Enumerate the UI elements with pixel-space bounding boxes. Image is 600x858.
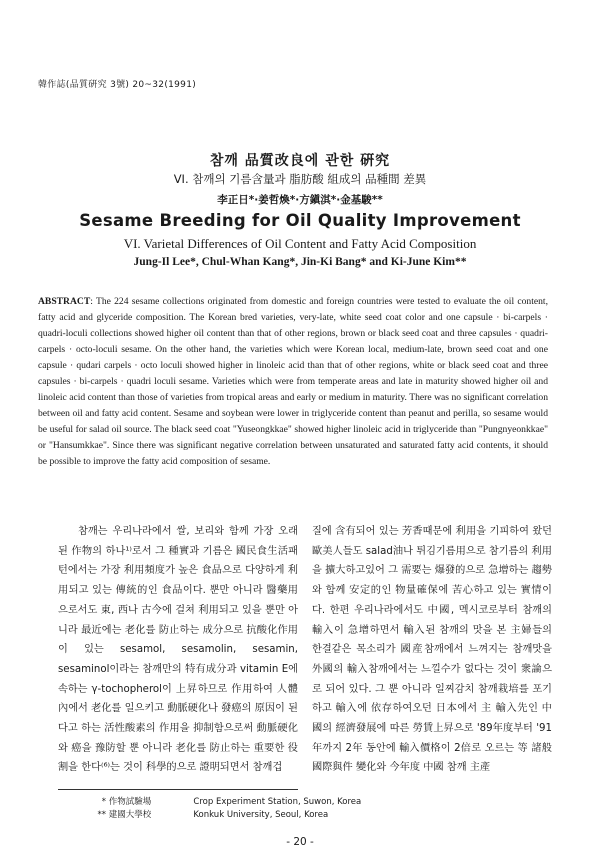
footnote-2 [88,808,328,820]
footnote-2-mark: ** [97,810,106,820]
english-authors: Jung-Il Lee*, Chul-Whan Kang*, Jin-Ki Bang* and Ki-June Kim** [133,256,467,268]
korean-authors: 李正日*·姜哲煥*·方鎭淇*·金基駿** [217,194,383,206]
abstract-text: : The 224 sesame collections originated from domestic and foreign countries were tested to evaluate the oil content, fatty acid and glyceride composition. The Korean bred varieties, very-late, white seed coat color and one capsule · bi-carpels · quadri-loculi collections showed higher oil content than that of other regions, brown or black seed coat and three capsules · quadri-carpels · octo-loculi sesame. On the other hand, the varieties which were Korean local, medium-late, brown seed coat and one capsule · qudari carpels · octo loculi showed higher in linoleic acid than that of other regions, white or black seed coat and three capsules · bi-carpels · quadri loculi sesame. Varieties which were from temperate areas and late in maturity showed higher oil and linoleic acid content than those of varieties from tropical areas and early or medium in maturity. There was no significant correlation between oil and fatty acid content. Sesame and soybean were lower in triglyceride content than peanut and perilla, so sesame would be useful for salad oil source. The black seed coat "Yuseongkkae" showed higher linoleic acid in triglyceride than "Pungnyeonkkae" or "Hansumkkae". Since there was significant negative correlation between unsaturated and saturated fatty acid contents, it should be possible to improve the fatty acid composition of sesame. [38,296,548,467]
korean-title: 참깨 品質改良에 관한 硏究 [209,153,391,169]
footnote-2-english: Konkuk University, Seoul, Korea [193,810,329,820]
footnote-1-mark: * [101,797,106,807]
abstract [38,294,548,470]
body-right-text: 질에 含有되어 있는 芳香때문에 利用을 기피하여 왔던 歐美人들도 salad油나 튀김기름用으로 참기름의 利用을 擴大하고있어 그 需要는 爆發的으로 急增하는 趨勢와 함께 安定的인 物量確保에 苦心하고 있는 實情이다. 한편 우리나라에서도 中國, 멕시코로부터 참깨의 輸入이 急增하면서 輸入된 참깨의 맛을 본 主婦들의 한결같은 목소리가 國産참깨에서 느껴지는 참깨맛을 外國의 輸入참깨에서는 느낄수가 없다는 것이 衆論으로 되어 있다. 그 뿐 아니라 일찌감치 참깨栽培를 포기하고 輸入에 依存하여오던 日本에서 主 輸入先인 中國의 經濟發展에 따른 勞賃上昇으로 '89年度부터 '91年까지 2年 동안에 輸入價格이 2倍로 오르는 等 諸般 國際與件 變化와 今年度 中國 참깨 主產 [312,526,552,774]
body-left-text: 참깨는 우리나라에서 쌀, 보리와 함께 가장 오래 된 作物의 하나¹⁾로서 그 種實과 기름은 國民食生活패턴에서는 가장 利用頻度가 높은 食品으로 다양하게 利用되고 있는 傳統的인 食品이다. 뿐만 아니라 醫藥用으로서도 東, 西나 古今에 걸쳐 利用되고 있을 뿐만 아니라 最近에는 老化를 防止하는 成分으로 抗酸化作用이 있는 sesamol, sesamolin, sesamin, sesaminol이라는 참깨만의 特有成分과 vitamin E에 속하는 γ-tochopherol이 上昇하므로 作用하여 人體內에서 老化를 일으키고 動脈硬化나 發癌의 原因이 된다고 하는 活性酸素의 作用을 抑制함으로써 動脈硬化와 癌을 豫防할 뿐 아니라 老化를 防止하는 重要한 役割을 한다⁽⁶⁾는 것이 科學的으로 證明되면서 참깨겁 [58,526,298,774]
footnote-1-korean: 作物試驗場 [108,797,152,807]
body-right-column [312,522,552,778]
journal-header: 韓作誌(品質硏究 3號) 20~32(1991) [38,80,197,90]
footnote-divider [58,789,298,790]
korean-subtitle: VI. 참깨의 기름含量과 脂肪酸 組成의 品種間 差異 [173,172,427,186]
abstract-label: ABSTRACT [38,296,91,307]
page-number: - 20 - [286,836,314,848]
footnote-1 [88,795,361,807]
english-subtitle: VI. Varietal Differences of Oil Content and Fatty Acid Composition [123,236,477,251]
english-title: Sesame Breeding for Oil Quality Improvement [79,211,521,230]
footnote-1-english: Crop Experiment Station, Suwon, Korea [193,797,362,807]
footnote-2-korean: 建國大學校 [108,810,152,820]
body-left-column [58,522,298,778]
